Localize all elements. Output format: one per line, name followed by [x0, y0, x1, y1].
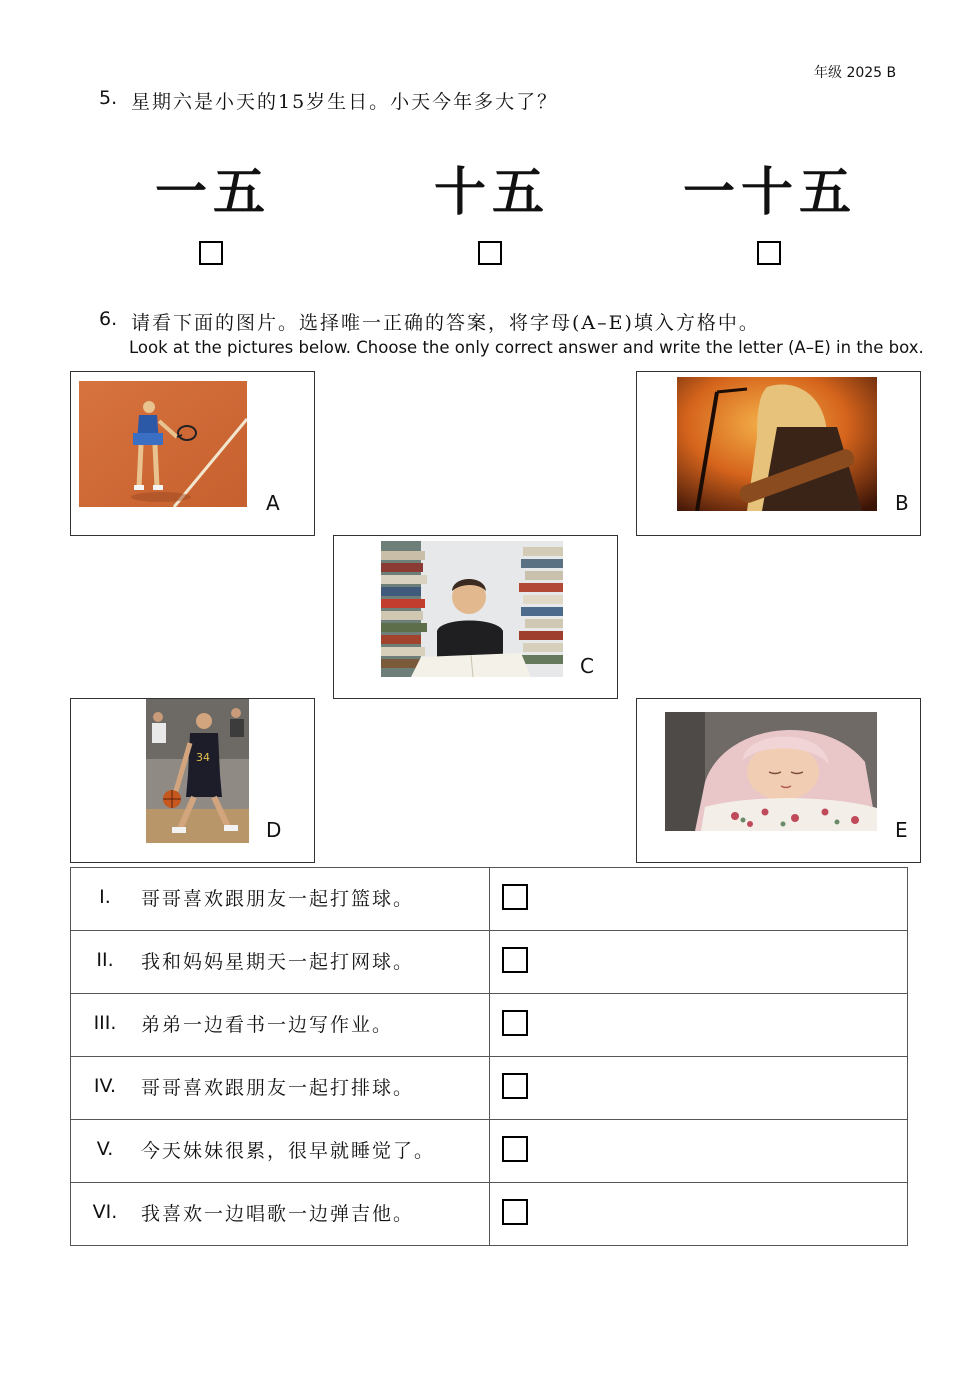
q5-option-1-checkbox[interactable] [199, 241, 223, 265]
item-number: III. [93, 1012, 117, 1034]
q5-option-2-checkbox[interactable] [478, 241, 502, 265]
answer-box[interactable] [502, 1199, 528, 1225]
answer-cell [490, 868, 908, 931]
item-number: II. [96, 949, 114, 971]
picture-card-a [70, 371, 315, 536]
page-header: 年级 2025 B [814, 65, 897, 81]
item-number: IV. [93, 1075, 117, 1097]
item-number: V. [96, 1138, 114, 1160]
answer-cell [490, 1120, 908, 1183]
item-sentence: 哥哥喜欢跟朋友一起打篮球。 [141, 888, 415, 910]
answer-cell [490, 1183, 908, 1246]
basketball-player-photo [146, 699, 249, 843]
q5-option-3-checkbox[interactable] [757, 241, 781, 265]
q6-instruction-cn: 请看下面的图片。选择唯一正确的答案，将字母(A–E)填入方格中。 [131, 312, 760, 334]
sentence-cell [71, 1120, 490, 1183]
table-row [71, 931, 908, 994]
table-row [71, 1183, 908, 1246]
picture-card-b [636, 371, 921, 536]
item-sentence: 今天妹妹很累，很早就睡觉了。 [141, 1140, 436, 1162]
sleeping-baby-photo [665, 712, 877, 831]
sentence-cell [71, 994, 490, 1057]
item-number: I. [99, 886, 111, 908]
picture-letter-c: C [580, 654, 594, 678]
picture-card-e [636, 698, 921, 863]
q5-option-3: 一十五 [683, 162, 858, 223]
q5-option-2: 十五 [434, 162, 551, 223]
tennis-player-photo [79, 381, 247, 507]
picture-letter-d: D [266, 818, 282, 842]
sentence-cell [71, 931, 490, 994]
guitarist-singer-photo [677, 377, 877, 511]
answer-box[interactable] [502, 1136, 528, 1162]
item-sentence: 哥哥喜欢跟朋友一起打排球。 [141, 1077, 415, 1099]
table-row [71, 994, 908, 1057]
picture-letter-e: E [895, 818, 908, 842]
picture-card-c [333, 535, 618, 699]
item-sentence: 我喜欢一边唱歌一边弹吉他。 [141, 1203, 415, 1225]
table-row [71, 868, 908, 931]
table-row [71, 1120, 908, 1183]
picture-card-d [70, 698, 315, 863]
answer-cell [490, 994, 908, 1057]
answer-box[interactable] [502, 884, 528, 910]
answer-box[interactable] [502, 947, 528, 973]
q6-instruction-en: Look at the pictures below. Choose the only correct answer and write the letter (A–E) in the box. [129, 338, 924, 357]
sentence-cell [71, 868, 490, 931]
answer-box[interactable] [502, 1010, 528, 1036]
answer-cell [490, 931, 908, 994]
answer-cell [490, 1057, 908, 1120]
item-sentence: 弟弟一边看书一边写作业。 [141, 1014, 394, 1036]
sentence-cell [71, 1057, 490, 1120]
sentence-cell [71, 1183, 490, 1246]
picture-letter-b: B [895, 491, 909, 515]
q5-option-1: 一五 [155, 162, 272, 223]
q5-question: 星期六是小天的15岁生日。小天今年多大了？ [131, 91, 559, 113]
q5-number: 5. [99, 87, 118, 109]
boy-studying-books-photo [381, 541, 563, 677]
answer-table [70, 867, 908, 1246]
table-row [71, 1057, 908, 1120]
q6-number: 6. [99, 308, 118, 330]
answer-box[interactable] [502, 1073, 528, 1099]
picture-letter-a: A [266, 491, 280, 515]
item-number: VI. [92, 1201, 118, 1223]
item-sentence: 我和妈妈星期天一起打网球。 [141, 951, 415, 973]
svg-text:34: 34 [196, 751, 210, 764]
